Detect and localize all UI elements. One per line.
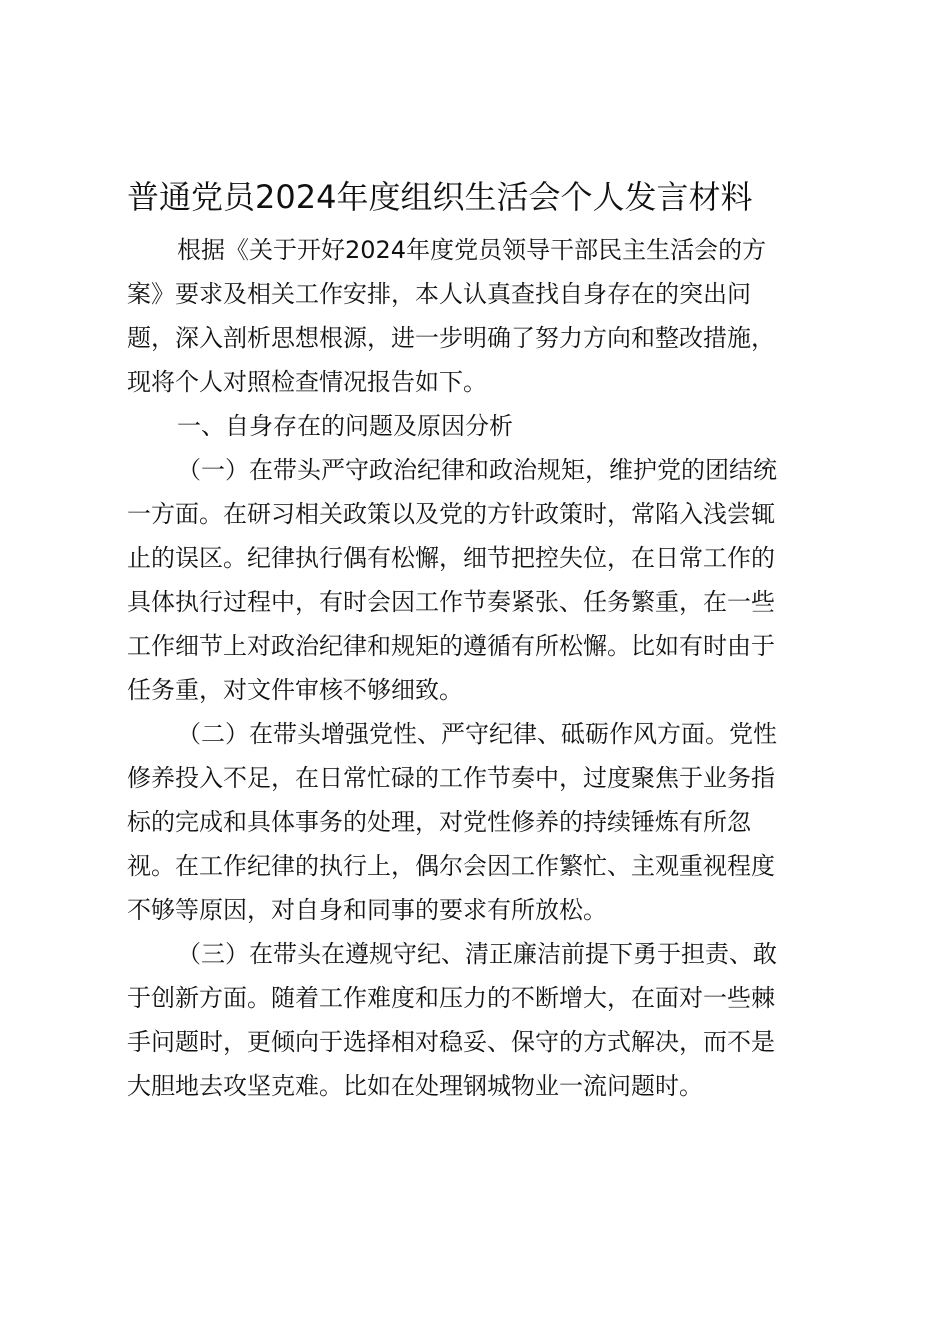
text-line: 现将个人对照检查情况报告如下。 [127,368,487,396]
paragraph-item-2 [127,712,821,932]
text-line: 修养投入不足，在日常忙碌的工作节奏中，过度聚焦于业务指 [127,764,775,792]
paragraph-intro [127,228,821,404]
text-line: （二）在带头增强党性、严守纪律、砥砺作风方面。党性 [177,720,777,748]
text-line: 题，深入剖析思想根源，进一步明确了努力方向和整改措施， [127,324,775,352]
text-line: 大胆地去攻坚克难。比如在处理钢城物业一流问题时。 [127,1072,703,1100]
text-line: 止的误区。纪律执行偶有松懈，细节把控失位，在日常工作的 [127,544,775,572]
text-line: 一、自身存在的问题及原因分析 [177,412,513,440]
document-title: 普通党员2024年度组织生活会个人发言材料 [127,178,753,216]
text-line: （三）在带头在遵规守纪、清正廉洁前提下勇于担责、敢 [177,940,777,968]
paragraph-item-1 [127,448,821,712]
text-line: 视。在工作纪律的执行上，偶尔会因工作繁忙、主观重视程度 [127,852,775,880]
paragraph-item-3 [127,932,821,1108]
text-line: 任务重，对文件审核不够细致。 [127,676,463,704]
text-line: 案》要求及相关工作安排，本人认真查找自身存在的突出问 [127,280,751,308]
document-body [127,228,821,1108]
section-heading [127,404,821,448]
text-line: 根据《关于开好2024年度党员领导干部民主生活会的方 [177,236,767,264]
text-line: 不够等原因，对自身和同事的要求有所放松。 [127,896,607,924]
text-line: 手问题时，更倾向于选择相对稳妥、保守的方式解决，而不是 [127,1028,775,1056]
text-line: （一）在带头严守政治纪律和政治规矩，维护党的团结统 [177,456,777,484]
text-line: 于创新方面。随着工作难度和压力的不断增大，在面对一些棘 [127,984,775,1012]
text-line: 一方面。在研习相关政策以及党的方针政策时，常陷入浅尝辄 [127,500,775,528]
text-line: 工作细节上对政治纪律和规矩的遵循有所松懈。比如有时由于 [127,632,775,660]
text-line: 标的完成和具体事务的处理，对党性修养的持续锤炼有所忽 [127,808,751,836]
text-line: 具体执行过程中，有时会因工作节奏紧张、任务繁重，在一些 [127,588,775,616]
